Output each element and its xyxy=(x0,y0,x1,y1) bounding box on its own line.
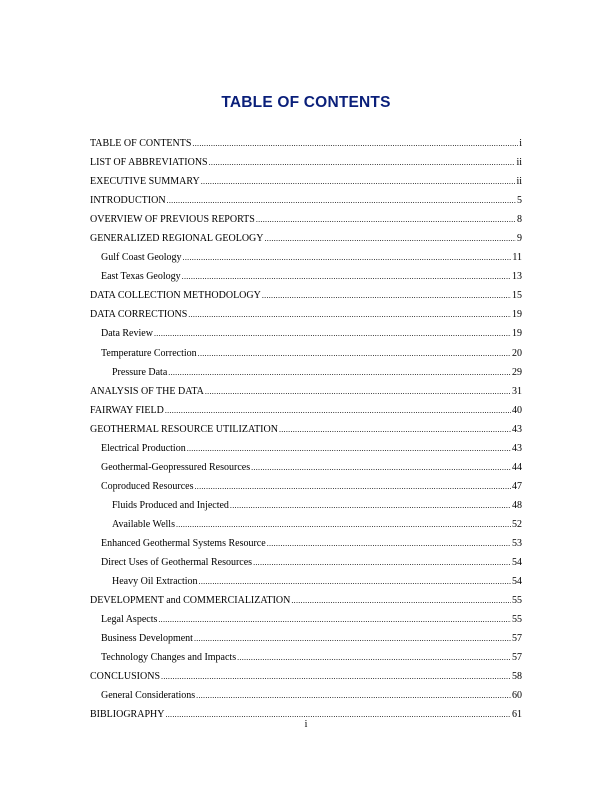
dot-leader xyxy=(253,553,511,572)
toc-entry-label: TABLE OF CONTENTS xyxy=(90,138,192,149)
toc-entry[interactable] xyxy=(90,534,522,553)
toc-entry-label: EXECUTIVE SUMMARY xyxy=(90,176,200,188)
dot-leader xyxy=(196,686,511,705)
dot-leader xyxy=(183,248,512,267)
dot-leader xyxy=(158,610,511,629)
dot-leader xyxy=(168,363,511,382)
dot-leader xyxy=(187,439,511,458)
toc-entry-page: 43 xyxy=(512,442,522,454)
dot-leader xyxy=(165,401,511,420)
dot-leader xyxy=(188,305,511,324)
toc-entry[interactable] xyxy=(90,382,522,401)
toc-entry[interactable] xyxy=(90,305,522,324)
toc-entry[interactable] xyxy=(90,191,522,210)
dot-leader xyxy=(199,572,511,591)
toc-entry-label: DEVELOPMENT and COMMERCIALIZATION xyxy=(90,595,291,607)
toc-entry[interactable] xyxy=(90,629,522,648)
dot-leader xyxy=(161,667,511,686)
toc-entry-page: 5 xyxy=(517,195,522,207)
toc-entry-page: 43 xyxy=(512,423,522,435)
dot-leader xyxy=(194,477,511,496)
toc-entry-label: East Texas Geology xyxy=(101,271,181,283)
dot-leader xyxy=(209,153,516,172)
toc-entry-page: 19 xyxy=(512,309,522,321)
toc-entry-page: 31 xyxy=(512,385,522,397)
dot-leader xyxy=(205,382,511,401)
toc-entry-label: Pressure Data xyxy=(112,366,168,378)
toc-entry-page: 47 xyxy=(512,480,522,492)
dot-leader xyxy=(291,591,511,610)
toc-entry[interactable] xyxy=(90,267,522,286)
dot-leader xyxy=(194,629,511,648)
page-title: TABLE OF CONTENTS xyxy=(221,94,391,111)
toc-entry-label: Data Review xyxy=(101,328,153,340)
toc-entry-label: Gulf Coast Geology xyxy=(101,252,182,264)
toc-entry-label: Fluids Produced and Injected xyxy=(112,499,229,511)
toc-entry-page: 54 xyxy=(512,576,522,588)
dot-leader xyxy=(267,534,511,553)
toc-entry-page: 40 xyxy=(512,404,522,416)
toc-list xyxy=(90,134,522,724)
toc-entry-label: FAIRWAY FIELD xyxy=(90,404,164,416)
toc-entry-label: Geothermal-Geopressured Resources xyxy=(101,461,251,473)
toc-entry-label: ANALYSIS OF THE DATA xyxy=(90,385,204,397)
dot-leader xyxy=(279,420,511,439)
toc-entry[interactable] xyxy=(90,439,522,458)
toc-entry[interactable] xyxy=(90,134,522,153)
toc-entry[interactable] xyxy=(90,610,522,629)
toc-entry-label: GEOTHERMAL RESOURCE UTILIZATION xyxy=(90,423,278,435)
toc-entry-label: Available Wells xyxy=(112,518,175,530)
toc-entry[interactable] xyxy=(90,477,522,496)
toc-entry-page: 61 xyxy=(512,709,522,721)
toc-entry-label: Legal Aspects xyxy=(101,614,158,626)
dot-leader xyxy=(230,496,511,515)
toc-entry-page: 29 xyxy=(512,366,522,378)
toc-entry-page: 20 xyxy=(512,347,522,359)
toc-entry-label: OVERVIEW OF PREVIOUS REPORTS xyxy=(90,214,255,226)
toc-entry-page: 55 xyxy=(512,595,522,607)
toc-entry-page: 15 xyxy=(512,290,522,302)
toc-entry-label: Enhanced Geothermal Systems Resource xyxy=(101,537,266,549)
toc-entry-page: 48 xyxy=(512,499,522,511)
toc-entry-page: 60 xyxy=(512,690,522,702)
toc-entry-label: Direct Uses of Geothermal Resources xyxy=(101,557,253,569)
toc-entry-page: 54 xyxy=(512,557,522,569)
dot-leader xyxy=(265,229,517,248)
dot-leader xyxy=(251,458,511,477)
toc-entry-label: Business Development xyxy=(101,633,193,645)
toc-entry[interactable] xyxy=(90,344,522,363)
toc-entry-label: DATA COLLECTION METHODOLOGY xyxy=(90,290,261,302)
toc-entry-page: 19 xyxy=(512,328,522,340)
dot-leader xyxy=(256,210,516,229)
dot-leader xyxy=(182,267,511,286)
dot-leader xyxy=(262,286,511,305)
toc-entry[interactable] xyxy=(90,401,522,420)
toc-entry[interactable] xyxy=(90,229,522,248)
dot-leader xyxy=(176,515,511,534)
toc-entry[interactable] xyxy=(90,553,522,572)
toc-entry[interactable] xyxy=(90,248,522,267)
toc-entry[interactable] xyxy=(90,324,522,343)
toc-entry[interactable] xyxy=(90,515,522,534)
toc-entry[interactable] xyxy=(90,572,522,591)
dot-leader xyxy=(237,648,511,667)
toc-entry-page: 11 xyxy=(512,252,522,264)
toc-entry-page: 57 xyxy=(512,633,522,645)
toc-entry[interactable] xyxy=(90,667,522,686)
toc-entry-page: 44 xyxy=(512,461,522,473)
toc-entry-label: General Considerations xyxy=(101,690,196,702)
toc-entry-label: BIBLIOGRAPHY xyxy=(90,709,165,721)
toc-entry[interactable] xyxy=(90,496,522,515)
toc-entry-label: GENERALIZED REGIONAL GEOLOGY xyxy=(90,233,264,245)
toc-entry-page: 13 xyxy=(512,271,522,283)
toc-entry[interactable] xyxy=(90,420,522,439)
toc-entry-page: 53 xyxy=(512,537,522,549)
toc-entry[interactable] xyxy=(90,648,522,667)
toc-entry-page: i xyxy=(519,138,522,149)
toc-entry-label: Temperature Correction xyxy=(101,347,197,359)
toc-entry-page: 58 xyxy=(512,671,522,683)
toc-entry-page: ii xyxy=(516,176,522,188)
toc-entry-label: Technology Changes and Impacts xyxy=(101,652,237,664)
dot-leader xyxy=(198,344,511,363)
toc-entry[interactable] xyxy=(90,591,522,610)
toc-entry[interactable] xyxy=(90,172,522,191)
toc-entry[interactable] xyxy=(90,153,522,172)
toc-entry-label: Heavy Oil Extraction xyxy=(112,576,198,588)
toc-entry[interactable] xyxy=(90,286,522,305)
toc-entry[interactable] xyxy=(90,363,522,382)
toc-entry-page: 8 xyxy=(517,214,522,226)
toc-entry-label: Coproduced Resources xyxy=(101,480,194,492)
toc-entry-page: ii xyxy=(516,157,522,169)
toc-entry-label: CONCLUSIONS xyxy=(90,671,161,683)
toc-entry-page: 57 xyxy=(512,652,522,664)
toc-entry[interactable] xyxy=(90,458,522,477)
dot-leader xyxy=(201,172,516,191)
toc-entry-label: LIST OF ABBREVIATIONS xyxy=(90,157,208,169)
toc-entry-label: Electrical Production xyxy=(101,442,186,454)
toc-entry-label: DATA CORRECTIONS xyxy=(90,309,188,321)
page-number-footer: i xyxy=(304,719,308,730)
toc-entry-page: 55 xyxy=(512,614,522,626)
toc-entry[interactable] xyxy=(90,686,522,705)
toc-entry[interactable] xyxy=(90,210,522,229)
toc-entry-label: INTRODUCTION xyxy=(90,195,166,207)
dot-leader xyxy=(192,134,518,153)
dot-leader xyxy=(167,191,516,210)
dot-leader xyxy=(154,324,511,343)
toc-entry-page: 52 xyxy=(512,518,522,530)
toc-entry-page: 9 xyxy=(517,233,522,245)
